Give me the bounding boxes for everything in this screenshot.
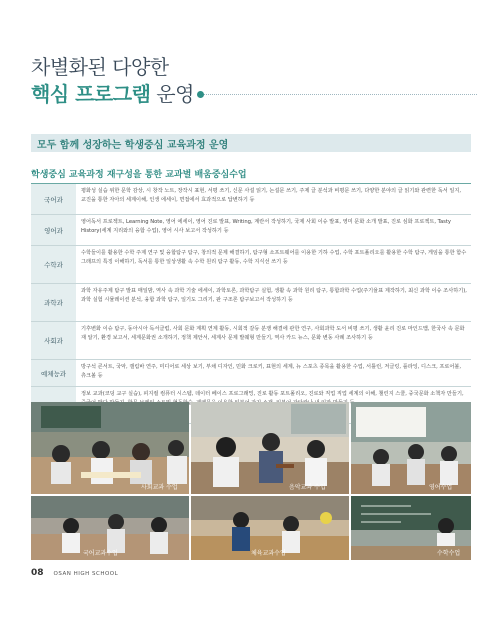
photo-caption: 사회교과 수업 bbox=[141, 484, 178, 491]
classroom-photo bbox=[31, 402, 189, 494]
photo-english-class bbox=[351, 402, 471, 494]
page-title bbox=[31, 54, 477, 108]
photo-music-class bbox=[191, 402, 349, 494]
photo-grid bbox=[31, 402, 471, 560]
title-rest: 운영 bbox=[150, 82, 194, 106]
description-cell: 정보 교과(코딩 교구 실습), 피지컬 컴퓨터 시스템, 데이터 베이스 프로그래밍, 진로 활동 포트폴리오, 진로와 직업 직업 세계의 이해, 챌린지 스쿨, 중국문화 소책자 만들기, bbox=[81, 391, 464, 397]
subject-cell: 영어과 bbox=[31, 215, 77, 245]
section-subheading: 학생중심 교육과정 재구성을 통한 교과별 배움중심수업 bbox=[31, 170, 247, 180]
title-line-1: 차별화된 다양한 bbox=[31, 55, 169, 79]
page-footer bbox=[31, 568, 118, 578]
photo-caption: 음악교과 수업 bbox=[289, 484, 326, 491]
title-divider bbox=[201, 94, 477, 95]
section-band-text: 모두 함께 성장하는 학생중심 교육과정 운영 bbox=[37, 140, 229, 151]
table-row bbox=[31, 360, 471, 387]
classroom-photo bbox=[351, 402, 471, 494]
description-cell: 평화성 실습 위한 문학 감상, 시 창작 노트, 장작시 표현, 서평 쓰기, 신문 사설 읽기, 논설문 쓰기, 주제 글 분석과 비평문 쓰기, 다양한 분야의 글 읽기와 관련한 독서 일지, 교진을 통한 자아의 세계이해, 인생 에세이, 면접에서 효과적으로 답변하기 등 bbox=[81, 188, 462, 203]
curriculum-table bbox=[31, 183, 471, 424]
subject-cell: 예체능과 bbox=[31, 360, 77, 386]
subject-cell: 국어과 bbox=[31, 184, 77, 214]
subject-cell: 과학과 bbox=[31, 284, 77, 321]
photo-math-class bbox=[351, 496, 471, 560]
description-cell: 과학 자유주제 탐구 발표 매일밤, 역사 속 과학 기술 에세이, 과학토론, 과학탐구 실험, 생활 속 과학 원리 탐구, 통합과학 수업(주기율표 제작하기, 최신 과학 이슈 조사하기), 과학 실험 시뮬레이션 분석, 융합 과학 탐구, 일기도 그리기, 판 구조론 탐구보고서 작성하기 등 bbox=[81, 288, 467, 303]
section-band bbox=[31, 134, 471, 152]
table-row bbox=[31, 246, 471, 284]
photo-caption: 영어수업 bbox=[429, 484, 453, 491]
description-cell: 방구석 콘서트, 국악, 캘림바 연주, 미디어로 세상 보기, 부채 디자인, 민화 크로키, 표현의 세계, 뉴 스포츠 종목을 활용한 수업, 서틀런, 저글링, 플라잉, 디스크, 프로어볼, 츄크볼 등 bbox=[81, 364, 462, 379]
description-cell: 수학들이를 활용한 수학 주제 연구 및 융합탐구 탐구, 창의적 문제 해결하기, 탐구형 소프트웨어를 이용한 기하 수업, 수학 포트폴리오를 활용한 수학 탐구, 게임을 통한 함수 그래프의 특징 이해하기, 독서를 통한 일상생활 속 수학 원리 탐구 활동, 수학 지식선 쓰기 등 bbox=[81, 250, 467, 265]
table-row bbox=[31, 215, 471, 246]
table-row bbox=[31, 184, 471, 215]
photo-caption: 국어교과수업 bbox=[83, 550, 118, 557]
page-number: 08 bbox=[31, 568, 44, 578]
photo-pe-class bbox=[191, 496, 349, 560]
classroom-photo bbox=[191, 402, 349, 494]
photo-caption: 수학수업 bbox=[437, 550, 461, 557]
photo-caption: 체육교과수업 bbox=[251, 550, 286, 557]
table-row bbox=[31, 284, 471, 322]
school-name: OSAN HIGH SCHOOL bbox=[53, 571, 119, 577]
description-cell: 기후변화 이슈 탐구, 동아시아 독서클럽, 사회 문화 계획 연계 활동, 시회적 갈등 분쟁 해결에 관한 연구, 사회과학 도서 비평 쓰기, 생활 윤리 진로 마인드맵, 한국사 속 문화재 알기, 환경 보고서, 세계문화권 소개하기, 정책 제안서, 세계사 문제 발췌형 만들기, 역사 카드 뉴스, 문화 변동 사례 조사하기 등 bbox=[81, 326, 465, 341]
subject-cell: 사회과 bbox=[31, 322, 77, 359]
photo-korean-class bbox=[31, 496, 189, 560]
photo-social-class bbox=[31, 402, 189, 494]
table-row bbox=[31, 322, 471, 360]
subject-cell: 수학과 bbox=[31, 246, 77, 283]
title-accent: 핵심 프로그램 bbox=[31, 82, 151, 106]
title-divider-dot bbox=[197, 91, 204, 98]
description-cell: 영어독서 프로젝트, Learning Note, 영어 에세이, 영어 진로 발표, Writing, 계란서 작성하기, 국제 사회 이슈 발표, 영미 문화 소개 발표, 진로 심화 프로젝트, Tasty History(세계 지리와의 융합 수업), 영어 시사 보고서 작성하기 등 bbox=[81, 219, 451, 234]
